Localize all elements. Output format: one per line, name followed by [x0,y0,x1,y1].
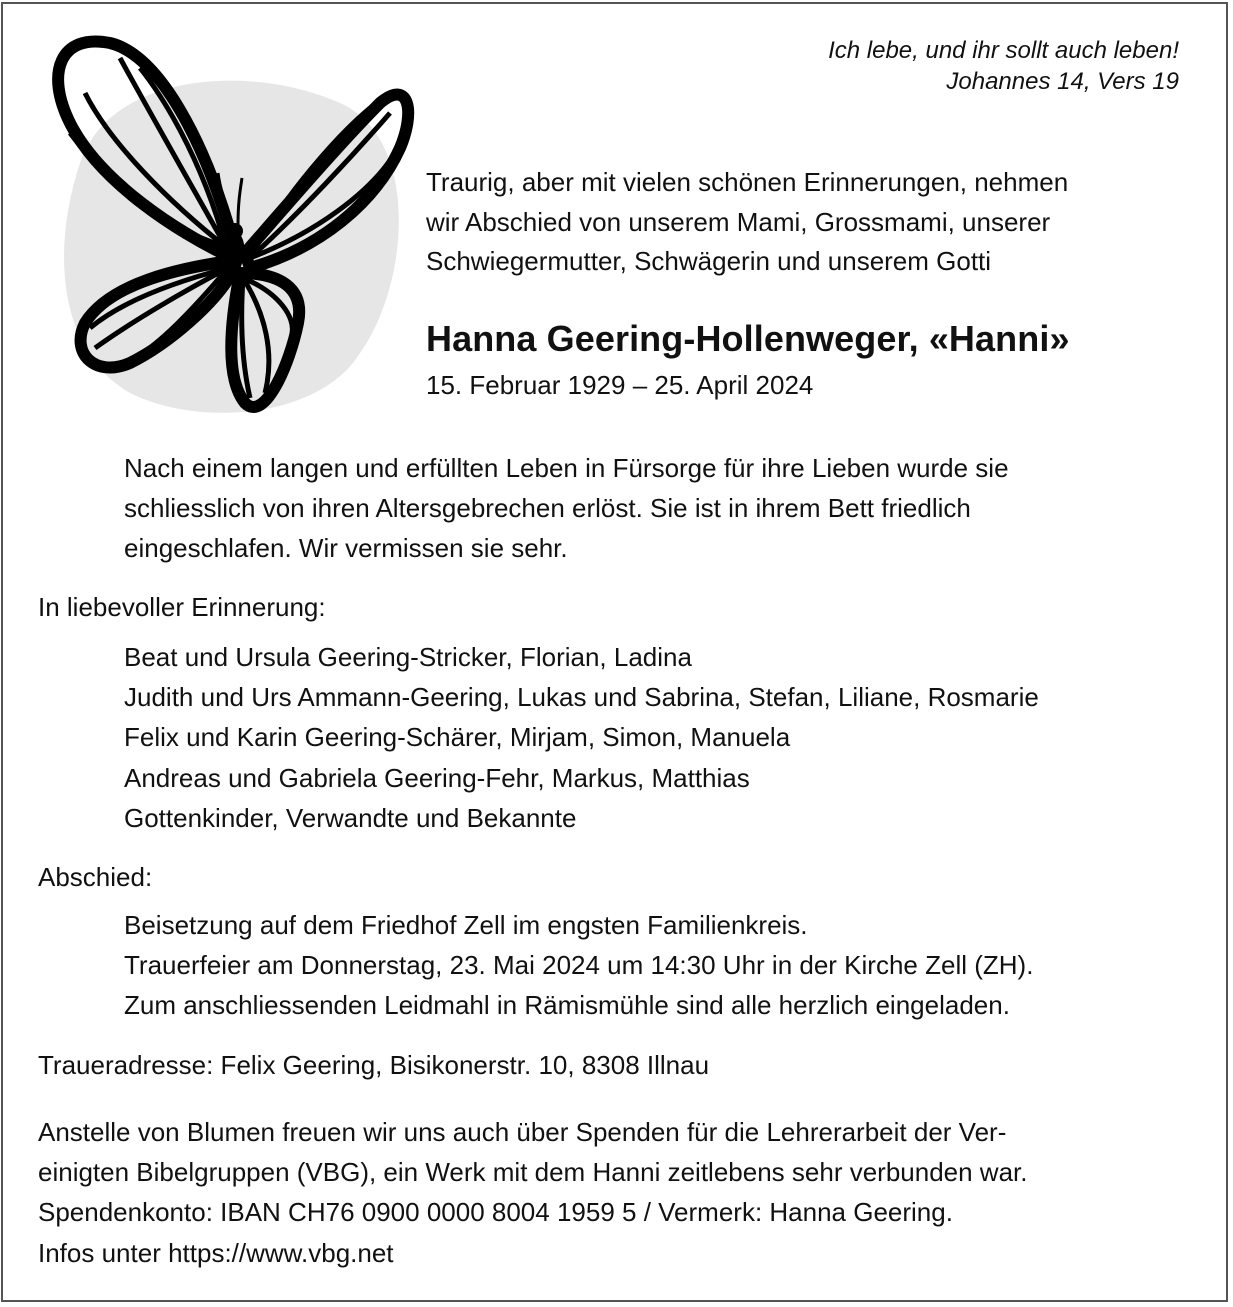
intro-line: Schwiegermutter, Schwägerin und unserem Gotti [426,246,992,276]
donation-line: einigten Bibelgruppen (VBG), ein Werk mit dem Hanni zeitlebens sehr verbunden war. [38,1157,1028,1188]
mourner-line: Judith und Urs Ammann-Geering, Lukas und Sabrina, Stefan, Liliane, Rosmarie [124,682,1039,713]
tribute-text [124,448,1009,569]
life-dates: 15. Februar 1929 – 25. April 2024 [426,370,814,400]
farewell-details [124,905,1033,1026]
donation-text [38,1112,1028,1273]
mourner-line: Gottenkinder, Verwandte und Bekannte [124,802,577,833]
donation-link[interactable]: Infos unter https://www.vbg.net [38,1237,394,1268]
farewell-heading: Abschied: [38,862,153,892]
deceased-name: Hanna Geering-Hollenweger, «Hanni» [426,318,1070,359]
donation-line: Anstelle von Blumen freuen wir uns auch über Spenden für die Lehrerarbeit der Ver- [38,1117,1007,1147]
bible-verse [828,35,1179,97]
mourners-heading: In liebevoller Erinnerung: [38,592,326,622]
farewell-line: Zum anschliessenden Leidmahl in Rämismühle sind alle herzlich eingeladen. [124,990,1010,1021]
mourning-address: Traueradresse: Felix Geering, Bisikonerstr. 10, 8308 Illnau [38,1050,710,1080]
mourner-line: Beat und Ursula Geering-Stricker, Florian, Ladina [124,642,692,672]
donation-line: Spendenkonto: IBAN CH76 0900 0000 8004 1959 5 / Vermerk: Hanna Geering. [38,1197,953,1228]
verse-reference: Johannes 14, Vers 19 [946,68,1179,95]
mourner-line: Felix und Karin Geering-Schärer, Mirjam, Simon, Manuela [124,722,791,753]
farewell-line: Beisetzung auf dem Friedhof Zell im engsten Familienkreis. [124,910,808,940]
tribute-line: eingeschlafen. Wir vermissen sie sehr. [124,533,568,564]
mourner-line: Andreas und Gabriela Geering-Fehr, Markus, Matthias [124,762,750,793]
intro-text [426,163,1196,282]
tribute-line: schliesslich von ihren Altersgebrechen erlöst. Sie ist in ihrem Bett friedlich [124,493,971,524]
mourners-list [124,637,1039,838]
intro-line: Traurig, aber mit vielen schönen Erinnerungen, nehmen [426,167,1069,197]
butterfly-icon [40,33,416,415]
tribute-line: Nach einem langen und erfüllten Leben in Fürsorge für ihre Lieben wurde sie [124,453,1009,483]
intro-line: wir Abschied von unserem Mami, Grossmami, unserer [426,206,1051,237]
farewell-line: Trauerfeier am Donnerstag, 23. Mai 2024 um 14:30 Uhr in der Kirche Zell (ZH). [124,950,1034,981]
verse-quote: Ich lebe, und ihr sollt auch leben! [828,37,1179,64]
